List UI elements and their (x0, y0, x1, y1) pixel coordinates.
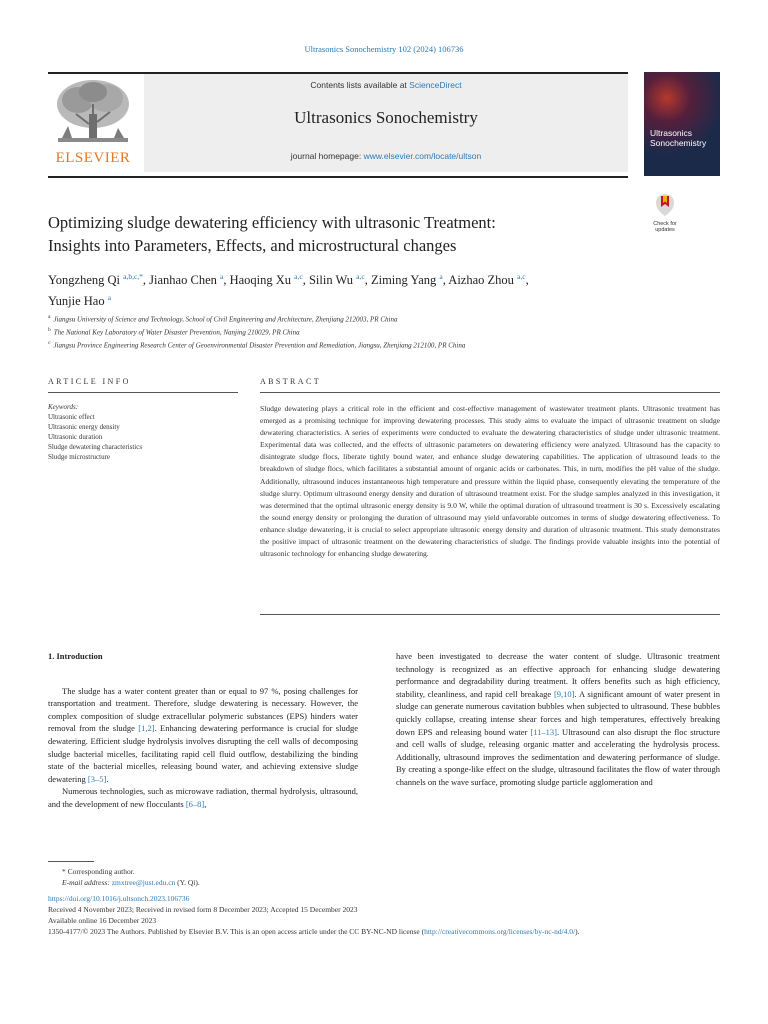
affiliation (48, 338, 648, 351)
section-heading-introduction: 1. Introduction (48, 651, 103, 661)
running-head[interactable]: Ultrasonics Sonochemistry 102 (2024) 106736 (304, 44, 464, 54)
homepage-line (144, 151, 628, 161)
citation-link[interactable]: [11–13] (530, 726, 557, 737)
crossmark-label-line1: Check for (653, 221, 677, 227)
journal-info-box (144, 74, 628, 172)
paragraph-text: , (204, 798, 207, 809)
paragraph-text: . A significant amount of water present in sludge can generate numerous cavitation bubbles when subjected to ultrasound. These bubbles quickly collapse, creating intense shear forces and high temperatures, effectively breaking down EPS and releasing bound water (396, 688, 720, 737)
keywords-block (48, 402, 238, 462)
abstract-rule (260, 392, 720, 393)
email-link[interactable]: zmxtree@just.edu.cn (111, 878, 176, 887)
publisher-name: ELSEVIER (55, 150, 131, 166)
author-affiliation-mark[interactable]: a (107, 293, 112, 302)
license-text: ). (575, 927, 580, 936)
author-name: Silin Wu (308, 273, 354, 287)
sciencedirect-link[interactable]: ScienceDirect (409, 80, 462, 90)
masthead (48, 74, 628, 174)
received-dates: Received 4 November 2023; Received in revised form 8 December 2023; Accepted 15 December 2023 (48, 905, 358, 914)
affiliation-list (48, 312, 648, 350)
keyword-item: Sludge microstructure (48, 453, 111, 461)
abstract-heading: ABSTRACT (260, 377, 321, 386)
footnote-rule (48, 861, 94, 862)
affiliation-mark: b (48, 326, 51, 333)
body-paragraph (48, 785, 358, 810)
affiliation-mark: a (48, 314, 51, 320)
body-column-right (396, 650, 720, 789)
citation-link[interactable]: [6–8] (185, 798, 205, 809)
paragraph-text: The sludge has a water content greater than or equal to 97 %, posing challenges for transportation and treatment. Therefore, sludge dewatering is necessary. However, the complex composition of sludge extracellular polymeric substances (EPS) hinders water removal from the sludge (48, 685, 358, 734)
author[interactable] (309, 273, 365, 287)
homepage-prefix: journal homepage: (290, 151, 364, 161)
author-affiliation-mark[interactable]: a (439, 272, 443, 281)
paragraph-text: . (106, 773, 109, 784)
check-for-updates-badge[interactable] (648, 193, 682, 231)
article-info-heading: ARTICLE INFO (48, 377, 131, 386)
abstract-text: Sludge dewatering plays a critical role in the efficient and cost-effective management of wastewater treatment plants. Ultrasonic treatment has emerged as a promising technique for improving dewatering processes. This study aims to evaluate the impact of ultrasonic treatment on sludge dewatering characteristics. A series of experiments were conducted to evaluate the dewatering characteristics of sludge under ultrasonic treatment. Experimental data was collected, and the effects of ultrasonic parameters on dewatering efficiency were analyzed. Ultrasound has the capacity to disintegrate sludge flocs, liberate tightly bound water, and enhance sludge dewatering capabilities. The application of ultrasound leads to the breakdown of sludge flocs, which facilitates a substantial amount of organic acids or carbonates. This, in turn, modifies the pH value of the sludge. Additionally, ultrasound induces instantaneous high temperature and pressure within the liquid phase, consequently elevating the temperature of the sludge slurry. Optimum ultrasound energy density and duration of ultrasound treatment exist. For the sludge samples analyzed in this investigation, it was determined that the optimal ultrasonic energy density is 9.0 W, while the optimal duration of ultrasound treatment is 30 s. Excessively escalating the sound energy density or prolonging the duration of ultrasound may yield unfavorable outcomes in terms of sludge dewatering effectiveness. To enhance sludge dewatering, it is crucial to select appropriate ultrasonic energy density and duration of ultrasonic treatment. This study demonstrates the positive impact of ultrasonic treatment on the dewatering characteristics of sludge. The findings provide valuable insights into the potential of ultrasonic technology for enhancing sludge dewatering. (260, 404, 720, 559)
citation-link[interactable]: [1,2] (138, 723, 155, 734)
email-suffix: (Y. Qi). (175, 878, 200, 887)
affiliation-text: Jiangsu Province Engineering Research Center of Geoenvironmental Disaster Prevention and Remediation, Jiangsu, Zhenjiang 212100, PR China (53, 340, 466, 349)
keyword-item: Ultrasonic duration (48, 433, 103, 441)
cover-title (650, 128, 706, 148)
article-title-line1: Optimizing sludge dewatering efficiency with ultrasonic Treatment: (48, 213, 496, 232)
author-name: Haoqing Xu (229, 273, 292, 287)
cover-artwork (644, 72, 720, 176)
journal-title: Ultrasonics Sonochemistry (294, 108, 478, 127)
author-name: Ziming Yang (370, 273, 437, 287)
article-title-line2: Insights into Parameters, Effects, and microstructural changes (48, 236, 457, 255)
author-name: Jianhao Chen (149, 273, 217, 287)
elsevier-tree-logo[interactable] (48, 74, 138, 174)
article-info-rule (48, 392, 238, 393)
author-affiliation-mark[interactable]: a,c (356, 272, 365, 281)
keyword-item: Ultrasonic energy density (48, 423, 120, 431)
abstract-bottom-rule (260, 614, 720, 615)
journal-cover[interactable] (644, 72, 720, 176)
author-affiliation-mark[interactable]: a (220, 272, 224, 281)
footnotes (48, 866, 728, 937)
keywords-label: Keywords: (48, 403, 79, 411)
author-affiliation-mark[interactable]: a,b,c,* (123, 272, 143, 281)
author-name: Aizhao Zhou (448, 273, 514, 287)
paragraph-text: . Ultrasound can also disrupt the floc structure and cell walls of sludge, releasing organic matter and accelerating the hydrolysis process. Additionally, ultrasound improves the sedimentation and dewatering performance of sludge. By creating a sponge-like effect on the sludge, ultrasound facilitates the flow of water through channels on the wave surface, promoting sludge particle agglomeration and (396, 726, 720, 787)
contents-line (144, 80, 628, 90)
license-link[interactable]: http://creativecommons.org/licenses/by-nc-nd/4.0/ (424, 927, 576, 936)
citation-link[interactable]: [9,10] (553, 688, 575, 699)
doi-link[interactable]: https://doi.org/10.1016/j.ultsonch.2023.106736 (48, 894, 190, 903)
author[interactable] (149, 273, 223, 287)
crossmark-label-line2: updates (655, 227, 675, 233)
corresponding-author-note: * Corresponding author. (62, 867, 135, 876)
article-title (48, 211, 608, 257)
keyword-item: Ultrasonic effect (48, 413, 95, 421)
author[interactable] (371, 273, 443, 287)
affiliation (48, 312, 648, 325)
crossmark-icon (654, 193, 676, 217)
paragraph-text: have been investigated to decrease the water content of sludge. Ultrasonic treatment technology is recognized as an effective approach for enhancing sludge dewatering performance and degradability during treatment. It offers benefits such as high efficiency, stability, cleanliness, and rapid cell breakage (396, 651, 720, 699)
cover-title-line2: Sonochemistry (650, 138, 707, 148)
author[interactable] (48, 294, 111, 308)
masthead-bottom-rule (48, 176, 628, 178)
body-paragraph (48, 685, 358, 786)
affiliation-text: The National Key Laboratory of Water Disaster Prevention, Nanjing 210029, PR China (53, 328, 300, 337)
email-label: E-mail address: (62, 878, 112, 887)
homepage-link[interactable]: www.elsevier.com/locate/ultson (363, 151, 482, 161)
contents-prefix: Contents lists available at (310, 80, 410, 90)
author-list: Yongzheng Qi $^{a,b,c,*}$, Jianhao Chen $^a$, Haoqing Xu $^{a,c}$, Silin Wu $^{a,c}$, Ziming Yang $^a$, Aizhao Zhou $^{a,c}$, Yunjie Hao $^a$ (48, 272, 529, 308)
author-name: Yongzheng Qi (48, 273, 120, 287)
license-note (48, 926, 728, 937)
author-name: Yunjie Hao (48, 294, 105, 308)
author[interactable] (230, 273, 303, 287)
license-text: 1350-4177/© 2023 The Authors. Published by Elsevier B.V. This is an open access article under the CC BY-NC-ND license ( (48, 927, 425, 936)
email-note (48, 877, 728, 888)
paragraph-text: . Enhancing dewatering performance is crucial for sludge dewatering. Efficient sludge hydrolysis involves disrupting the cell walls of decomposing sludge bacterial micelles, facilitating rapid cell fluid outflow, destabilizing the binding state of the bacterial micelles, releasing bound water, and achieving extensive sludge dewatering (48, 723, 359, 784)
author-affiliation-mark[interactable]: a,c (517, 272, 526, 281)
affiliation (48, 325, 648, 338)
affiliation-text: Jiangsu University of Science and Technology, School of Civil Engineering and Architecture, Zhenjiang 212003, PR China (53, 315, 398, 324)
author[interactable] (448, 273, 525, 287)
author[interactable] (48, 273, 143, 287)
affiliation-mark: c (48, 339, 51, 346)
cover-title-line1: Ultrasonics (650, 128, 693, 138)
paragraph-text: Numerous technologies, such as microwave radiation, thermal hydrolysis, ultrasound, and the development of new flocculants (48, 786, 358, 809)
available-online: Available online 16 December 2023 (48, 916, 157, 925)
citation-link[interactable]: [3–5] (87, 773, 107, 784)
author-affiliation-mark[interactable]: a,c (294, 272, 303, 281)
keyword-item: Sludge dewatering characteristics (48, 443, 143, 451)
body-paragraph (396, 650, 720, 789)
body-column-left (48, 650, 358, 811)
